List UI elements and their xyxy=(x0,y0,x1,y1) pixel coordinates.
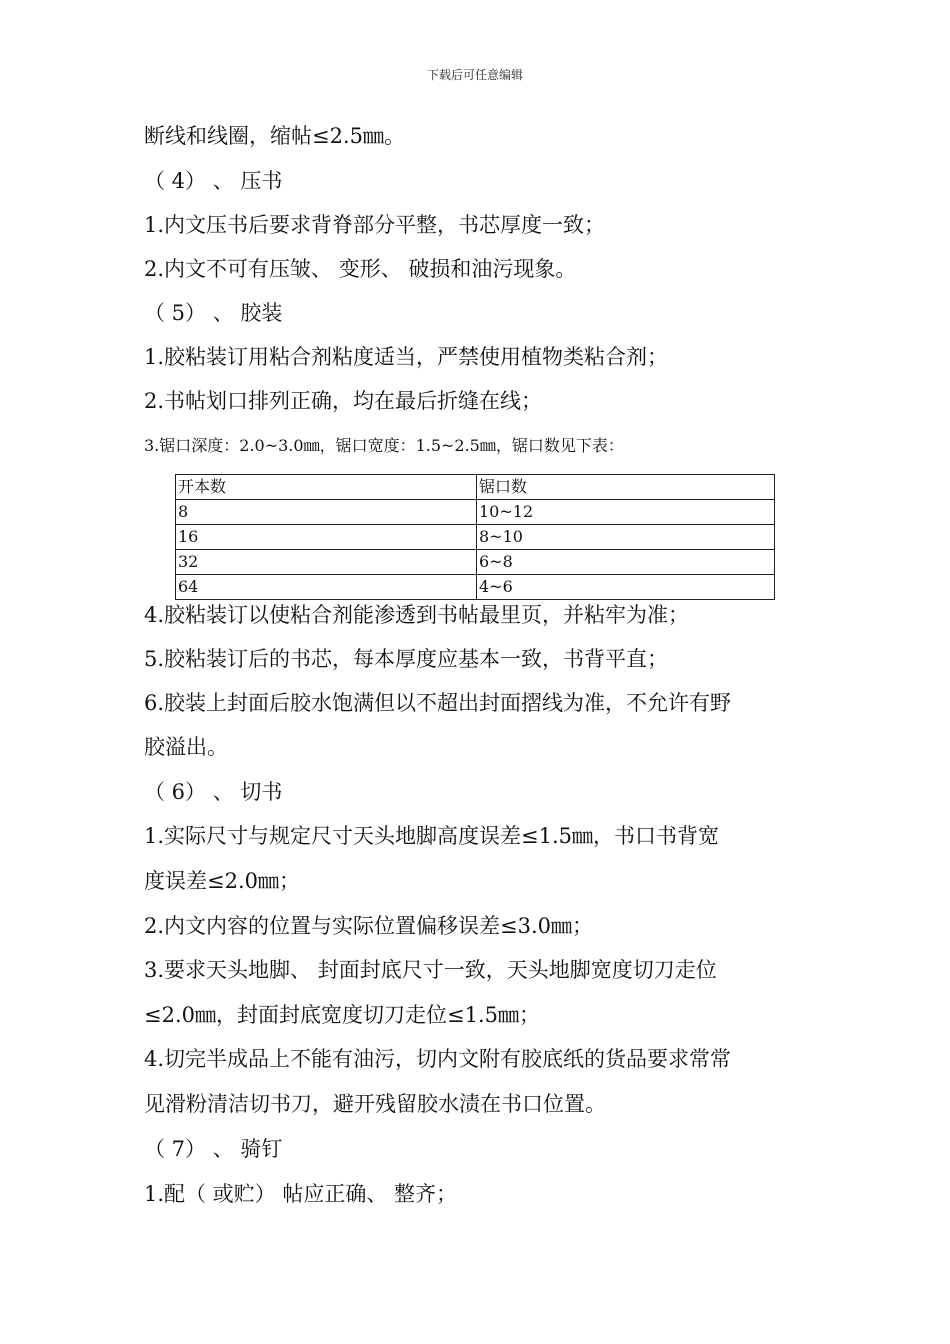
table-row xyxy=(176,550,775,575)
text-line: 1.胶粘装订用粘合剂粘度适当，严禁使用植物类粘合剂； xyxy=(144,345,669,369)
saw-cut-table xyxy=(175,474,775,600)
text-line: 断线和线圈，缩帖≤2.5㎜。 xyxy=(144,124,405,148)
text-line: 2.书帖划口排列正确，均在最后折缝在线； xyxy=(144,389,543,413)
table-cell: 4~6 xyxy=(477,575,775,600)
table-cell: 8 xyxy=(176,500,477,525)
text-line: ≤2.0㎜，封面封底宽度切刀走位≤1.5㎜； xyxy=(144,1003,540,1027)
table-cell: 8~10 xyxy=(477,525,775,550)
text-line: 1.配（ 或贮） 帖应正确、 整齐； xyxy=(144,1182,458,1206)
text-line: 4.胶粘装订以使粘合剂能渗透到书帖最里页，并粘牢为准； xyxy=(144,603,690,627)
table-cell: 10~12 xyxy=(477,500,775,525)
table-row xyxy=(176,500,775,525)
table-header-cell: 锯口数 xyxy=(477,475,775,500)
text-line: 2.内文不可有压皱、 变形、 破损和油污现象。 xyxy=(144,257,577,281)
text-line: 见滑粉清洁切书刀，避开残留胶水渍在书口位置。 xyxy=(144,1092,606,1116)
table-cell: 64 xyxy=(176,575,477,600)
text-line: 6.胶装上封面后胶水饱满但以不超出封面摺线为准，不允许有野 xyxy=(144,691,732,715)
section-heading: （ 6） 、 切书 xyxy=(144,780,283,804)
section-heading: （ 7） 、 骑钉 xyxy=(144,1137,283,1161)
page-header: 下载后可任意编辑 xyxy=(426,68,523,82)
section-heading: （ 4） 、 压书 xyxy=(144,169,283,193)
text-line: 3.要求天头地脚、 封面封底尺寸一致，天头地脚宽度切刀走位 xyxy=(144,958,717,982)
table-cell: 32 xyxy=(176,550,477,575)
text-line: 4.切完半成品上不能有油污，切内文附有胶底纸的货品要求常常 xyxy=(144,1047,732,1071)
text-line: 5.胶粘装订后的书芯，每本厚度应基本一致，书背平直； xyxy=(144,647,669,671)
text-line: 1.内文压书后要求背脊部分平整，书芯厚度一致； xyxy=(144,213,606,237)
table-row xyxy=(176,575,775,600)
text-line: 3.锯口深度：2.0~3.0㎜，锯口宽度：1.5~2.5㎜，锯口数见下表： xyxy=(144,436,624,455)
text-line: 胶溢出。 xyxy=(144,735,228,759)
text-line: 2.内文内容的位置与实际位置偏移误差≤3.0㎜； xyxy=(144,914,594,938)
table-cell: 16 xyxy=(176,525,477,550)
table-header-cell: 开本数 xyxy=(176,475,477,500)
text-line: 度误差≤2.0㎜； xyxy=(144,869,300,893)
text-line: 1.实际尺寸与规定尺寸天头地脚高度误差≤1.5㎜，书口书背宽 xyxy=(144,824,720,848)
table-header-row xyxy=(176,475,775,500)
table-cell: 6~8 xyxy=(477,550,775,575)
table-row xyxy=(176,525,775,550)
section-heading: （ 5） 、 胶装 xyxy=(144,301,283,325)
